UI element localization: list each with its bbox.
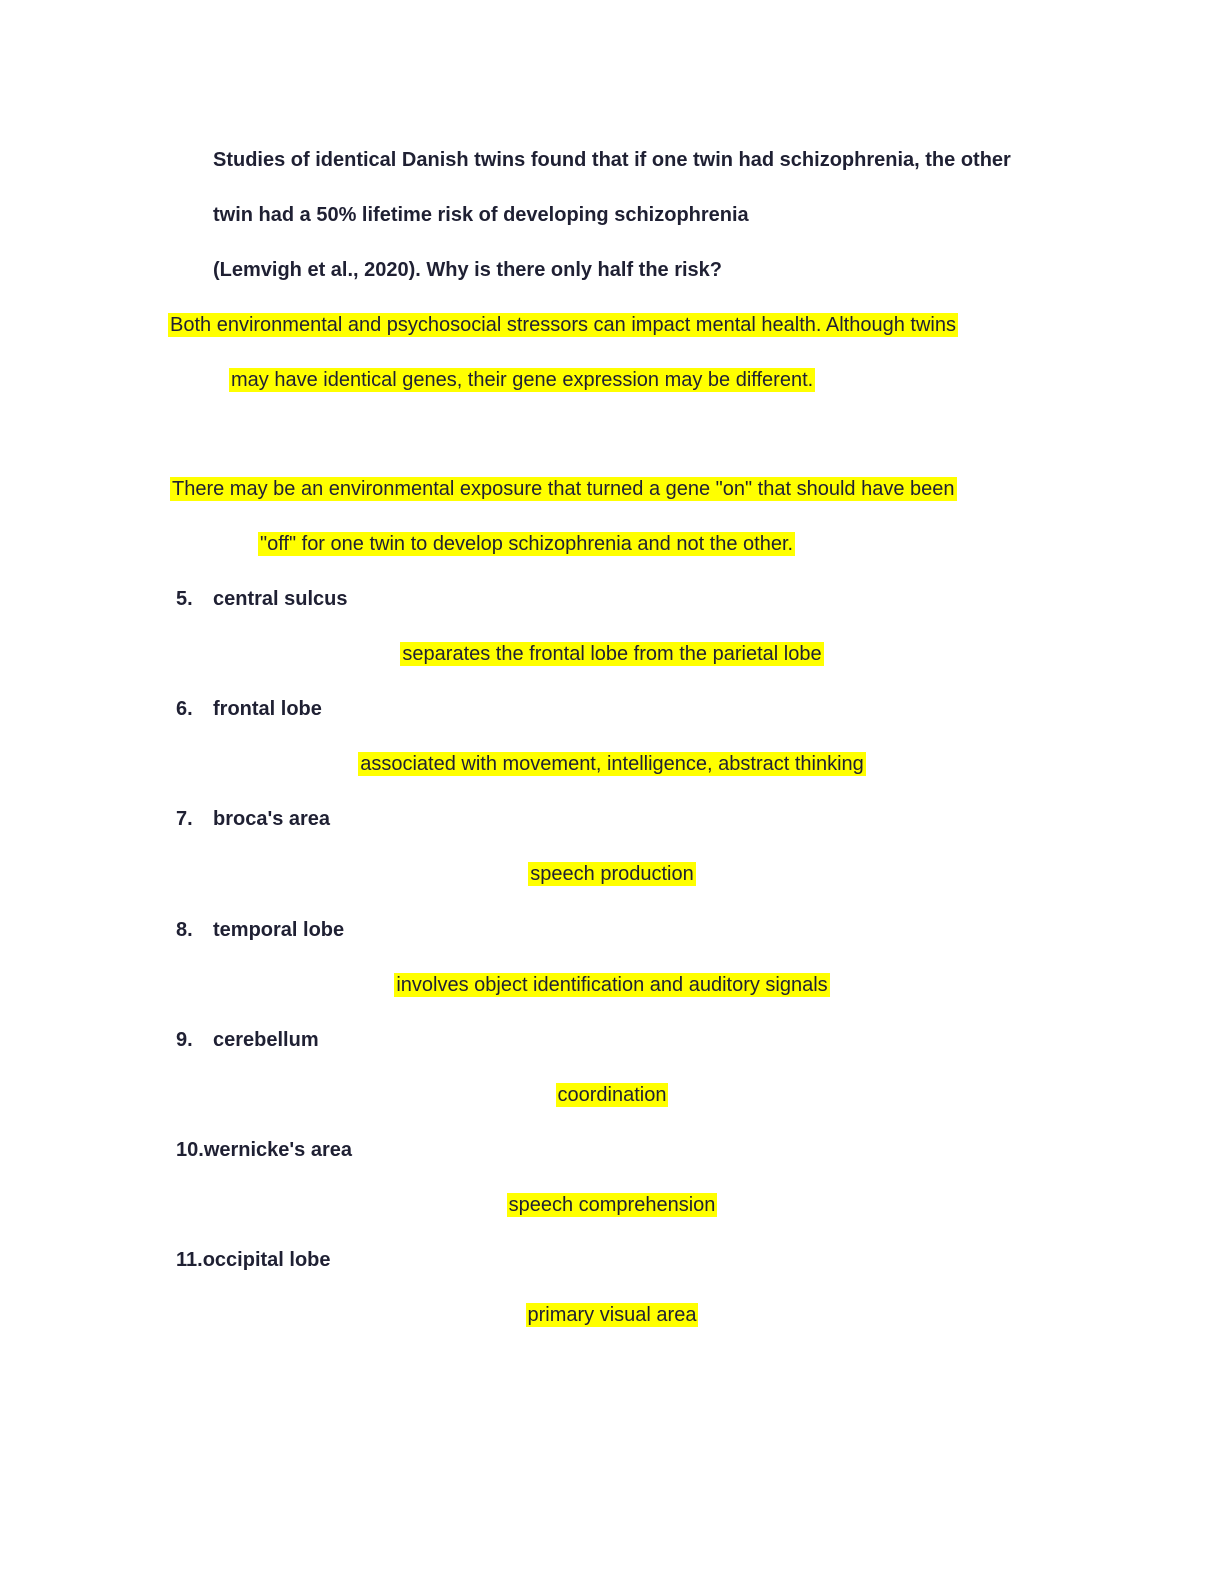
list-item-definition-text: separates the frontal lobe from the parietal lobe (402, 643, 822, 665)
list-item-number: 10. (176, 1139, 204, 1161)
list-item-term (176, 586, 348, 612)
list-item-definition-text: primary visual area (527, 1304, 697, 1326)
list-item-number: 5. (176, 588, 193, 610)
answer-2-line-1 (170, 476, 957, 502)
list-item-term (176, 806, 330, 832)
list-item-term (176, 1027, 319, 1053)
list-item-term (176, 1247, 331, 1273)
list-item-term-text: occipital lobe (202, 1249, 331, 1271)
list-item-term-text: broca's area (213, 808, 331, 830)
question-line-2: twin had a 50% lifetime risk of developing schizophrenia (213, 204, 749, 226)
list-item-term-text: cerebellum (213, 1029, 319, 1051)
list-item-number: 9. (176, 1029, 193, 1051)
list-item-definition (0, 972, 1224, 998)
question-line-1: Studies of identical Danish twins found that if one twin had schizophrenia, the other (213, 149, 1011, 171)
list-item-number: 6. (176, 698, 193, 720)
list-item-definition-text: coordination (557, 1084, 667, 1106)
list-item-term (176, 917, 344, 943)
list-item-term-text: frontal lobe (213, 698, 322, 720)
list-item-term (176, 696, 322, 722)
answer-2-line-1-text: There may be an environmental exposure that turned a gene "on" that should have been (172, 478, 955, 500)
list-item-definition (0, 1082, 1224, 1108)
question-line-3: (Lemvigh et al., 2020). Why is there only half the risk? (213, 259, 723, 281)
answer-2-line-2-text: "off" for one twin to develop schizophrenia and not the other. (260, 533, 794, 555)
answer-1-line-2-text: may have identical genes, their gene expression may be different. (231, 369, 814, 391)
list-item-term-text: central sulcus (213, 588, 348, 610)
list-item-number: 7. (176, 808, 193, 830)
list-item-definition-text: speech comprehension (508, 1194, 716, 1216)
answer-1-line-1 (168, 312, 958, 338)
list-item-definition (0, 641, 1224, 667)
list-item-definition (0, 861, 1224, 887)
answer-1-line-1-text: Both environmental and psychosocial stressors can impact mental health. Although twins (170, 314, 956, 336)
list-item-definition (0, 1192, 1224, 1218)
list-item-number: 11. (176, 1249, 203, 1271)
list-item-term (176, 1137, 352, 1163)
list-item-definition-text: involves object identification and auditory signals (396, 974, 828, 996)
list-item-definition-text: speech production (530, 863, 694, 885)
list-item-definition (0, 1302, 1224, 1328)
list-item-definition (0, 751, 1224, 777)
list-item-term-text: temporal lobe (213, 919, 345, 941)
list-item-number: 8. (176, 919, 193, 941)
list-item-definition-text: associated with movement, intelligence, abstract thinking (360, 753, 864, 775)
list-item-term-text: wernicke's area (203, 1139, 353, 1161)
answer-2-line-2 (258, 531, 795, 557)
answer-1-line-2 (229, 367, 815, 393)
